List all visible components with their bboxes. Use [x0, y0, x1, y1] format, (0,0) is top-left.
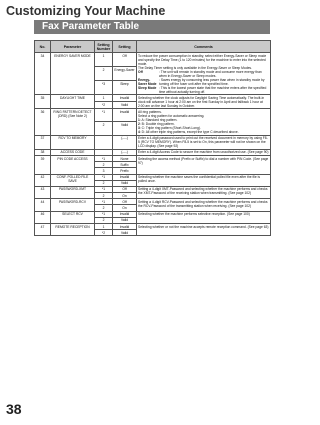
ring-option-key: 1: [138, 117, 140, 122]
comment-line: Selecting the access method (Prefix or Suffix) to dial a number with PIN Code. (See page 97): [138, 156, 269, 165]
table-row: [35, 211, 271, 217]
param-name: SELECT RCV: [51, 211, 95, 223]
param-number: 35: [35, 95, 51, 109]
setting-number: *1: [95, 109, 113, 122]
setting-number: *1: [95, 186, 113, 192]
setting-number: 2: [95, 193, 113, 199]
setting-value: On: [113, 193, 137, 199]
param-number: 44: [35, 199, 51, 211]
setting-number: *1: [95, 211, 113, 217]
param-number: 38: [35, 149, 51, 155]
comment-line: Selecting whether the machine performs selective reception. (See page 100): [138, 212, 250, 217]
comment-line: Selecting whether the machine saves the confidential polled file even after the file is polled once.: [138, 175, 261, 184]
header-parameter: Parameter: [51, 41, 95, 53]
comment-line: Setting a 4-digit XMT-Password and selecting whether the machine performs and checks the XMT-Password of the receiving station when transmitting. (See page 102): [138, 187, 268, 196]
definition-item: [138, 86, 269, 94]
setting-number: *2: [95, 102, 113, 109]
table-row: [35, 224, 271, 230]
setting-value: On: [113, 205, 137, 211]
table-row: [35, 155, 271, 161]
setting-value: Invalid: [113, 95, 137, 102]
param-comment: [137, 53, 271, 95]
definition-item: [138, 78, 269, 86]
param-name: PASSWORD-RCV: [51, 199, 95, 211]
table-body: [35, 53, 271, 236]
setting-value: Energy-Saver: [113, 67, 137, 81]
ring-option-text: : B: Double ring pattern.: [139, 121, 175, 126]
param-number: 43: [35, 186, 51, 198]
param-comment: [137, 199, 271, 211]
param-name: PIN CODE ACCESS: [51, 155, 95, 174]
definition-item: [138, 70, 269, 78]
header-setting-number: Setting Number: [95, 41, 113, 53]
setting-number: 2: [95, 217, 113, 223]
ring-option: [138, 130, 269, 134]
page-title: Customizing Your Machine: [6, 4, 166, 18]
header-comments: Comments: [137, 41, 271, 53]
setting-number: 2: [95, 162, 113, 168]
param-comment: [137, 95, 271, 109]
ring-option-text: : C: Triple ring pattern (Short-Short-Long).: [139, 125, 201, 130]
table-row: [35, 186, 271, 192]
setting-number: *1: [95, 155, 113, 161]
ring-option-key: 4: [138, 129, 140, 134]
definition-term: Off: [138, 69, 143, 74]
comment-line: Enter a 4-digit password used to print out the received document in memory by using F8-5 (RCV TO MEMORY). When F8-5 is set to On, this parameter will not be shown on the LCD display. (See page 92): [138, 136, 268, 149]
param-comment: [137, 186, 271, 198]
comment-line: To reduce the power consumption in standby, select either Energy-Saver or Sleep mode and specify the Delay Time (1 to 120 minutes) for the machine to enter into the selected mode.: [138, 53, 267, 66]
comment-line: Enter a 4-digit Access Code to secure the machine from unauthorized use. (See page 90): [138, 150, 269, 155]
param-number: 36: [35, 109, 51, 135]
setting-number: *1: [95, 199, 113, 205]
setting-value: Invalid: [113, 109, 137, 122]
section-banner: Fax Parameter Table: [34, 20, 270, 34]
setting-number: 2: [95, 180, 113, 186]
param-name: RING PATTERN DETECT (DRD) (See Note 2): [51, 109, 95, 135]
setting-value: Valid: [113, 102, 137, 109]
definition-term: Energy-Saver Mode: [138, 77, 157, 86]
setting-number: *1: [95, 174, 113, 180]
comment-line: Selecting whether the clock adjusts for Daylight Saving Time automatically. The built-in clock will advance 1 hour at 2:00 am on the first Sunday in April and fallback 1 hour at 2:00 am on the last Sunday in October.: [138, 95, 265, 108]
setting-number: 2: [95, 122, 113, 135]
param-name: ACCESS CODE: [51, 149, 95, 155]
param-comment: [137, 155, 271, 174]
setting-number: *3: [95, 81, 113, 95]
header-setting: Setting: [113, 41, 137, 53]
param-name: RCV TO MEMORY: [51, 135, 95, 149]
comment-line: Selecting whether or not the machine accepts remote reception command. (See page 63): [138, 224, 269, 229]
fax-parameter-table: [34, 40, 271, 236]
param-name: CONF. POLLED FILE SAVE: [51, 174, 95, 186]
page-number: 38: [6, 401, 22, 417]
setting-value: Valid: [113, 122, 137, 135]
ring-option-key: 3: [138, 125, 140, 130]
param-name: ENERGY SAVER MODE: [51, 53, 95, 95]
table-header-row: [35, 41, 271, 53]
param-number: 42: [35, 174, 51, 186]
param-comment: [137, 135, 271, 149]
setting-value: Invalid: [113, 174, 137, 180]
setting-value: None: [113, 155, 137, 161]
setting-value: Off: [113, 199, 137, 205]
setting-value: (----): [113, 149, 137, 155]
param-number: 47: [35, 224, 51, 236]
param-comment: [137, 224, 271, 236]
setting-value: Suffix: [113, 162, 137, 168]
param-comment: [137, 174, 271, 186]
table-row: [35, 109, 271, 122]
definition-text: : This is the lowest power state that the machine enters after the specified time without actually turning off.: [159, 85, 267, 94]
setting-number: 1: [95, 224, 113, 230]
setting-value: Sleep: [113, 81, 137, 95]
definition-term: Sleep Mode: [138, 85, 157, 90]
table-row: [35, 199, 271, 205]
comment-line: Setting a 4-digit RCV-Password and selecting whether the machine performs and checks the RCV-Password of the transmitting station when receiving. (See page 102): [138, 199, 268, 208]
setting-value: (----): [113, 135, 137, 149]
param-number: 46: [35, 211, 51, 223]
comment-line: All ring patterns.: [138, 109, 162, 114]
comment-line: The Delay Timer setting is only available in the Energy-Saver or Sleep Modes.: [138, 65, 252, 70]
setting-value: Valid: [113, 230, 137, 236]
table-row: [35, 95, 271, 102]
param-name: DAYLIGHT TIME: [51, 95, 95, 109]
setting-value: Invalid: [113, 224, 137, 230]
setting-number: 2: [95, 205, 113, 211]
param-name: REMOTE RECEPTION: [51, 224, 95, 236]
setting-number: *2: [95, 230, 113, 236]
table-row: [35, 174, 271, 180]
param-number: 34: [35, 53, 51, 95]
ring-option-text: : A: Standard ring pattern.: [139, 117, 178, 122]
definition-text: : The unit will remain in standby mode and consume more energy than when in Energy-Saver or Sleep modes.: [159, 69, 262, 78]
comment-line: Select a ring pattern for automatic answering.: [138, 113, 205, 118]
setting-number: 3: [95, 168, 113, 174]
ring-option-text: : D: All other triple ring patterns, except the type C described above.: [139, 129, 239, 134]
definition-text: : Saves energy by consuming less power than when in standby mode by turning off the fuser unit after the specified time.: [159, 77, 265, 86]
setting-number: [95, 135, 113, 149]
setting-value: Valid: [113, 217, 137, 223]
setting-value: Prefix: [113, 168, 137, 174]
setting-value: Invalid: [113, 211, 137, 217]
table-row: [35, 135, 271, 149]
header-no: No.: [35, 41, 51, 53]
setting-number: 1: [95, 53, 113, 67]
setting-value: Off: [113, 186, 137, 192]
param-number: 39: [35, 155, 51, 174]
param-name: PASSWORD-XMT: [51, 186, 95, 198]
setting-value: Off: [113, 53, 137, 67]
param-comment: [137, 109, 271, 135]
param-number: 37: [35, 135, 51, 149]
setting-number: 1: [95, 95, 113, 102]
ring-option-key: 2: [138, 121, 140, 126]
table-row: [35, 53, 271, 67]
setting-value: Valid: [113, 180, 137, 186]
setting-number: 2: [95, 67, 113, 81]
param-comment: [137, 211, 271, 223]
